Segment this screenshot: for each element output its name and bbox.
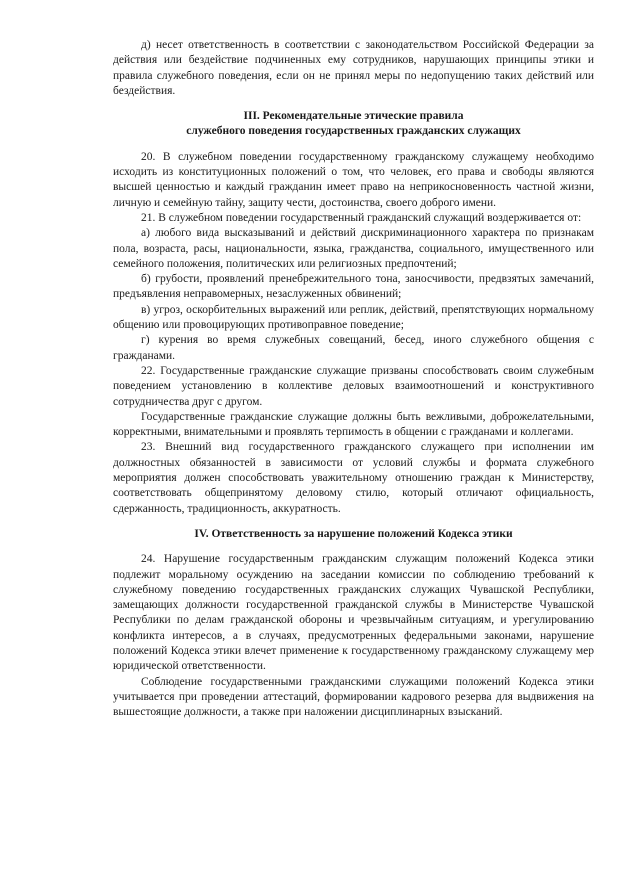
section-3-title-line-2: служебного поведения государственных гражданских служащих xyxy=(186,125,521,138)
paragraph-d: д) несет ответственность в соответствии с законодательством Российской Федерации за действия или бездействие подчиненных ему сотрудников, нарушающих принципы этики и правила служебного поведения, если он не принял меры по недопущению таких действий или бездействия. xyxy=(113,39,594,97)
paragraph-22: 22. Государственные гражданские служащие призваны способствовать своим служебным поведением установлению в коллективе деловых взаимоотношений и конструктивного сотрудничества друг с другом. xyxy=(113,364,594,408)
paragraph-21v: в) угроз, оскорбительных выражений или реплик, действий, препятствующих нормальному общению или провоцирующих противоправное поведение; xyxy=(113,303,594,332)
section-3-heading xyxy=(113,109,594,140)
section-3-title-line-1: III. Рекомендательные этические правила xyxy=(243,110,464,123)
paragraph-22-politeness: Государственные гражданские служащие должны быть вежливыми, доброжелательными, корректными, внимательными и проявлять терпимость в общении с гражданами и коллегами. xyxy=(113,410,594,439)
paragraph-24: 24. Нарушение государственным гражданским служащим положений Кодекса этики подлежит моральному осуждению на заседании комиссии по соблюдению требований к служебному поведению государственных гражданских служащих Чувашской Республики, замещающих должности государственной гражданской службы в Министерстве Чувашской Республики по делам гражданской обороны и чрезвычайным ситуациям, и урегулированию конфликта интересов, а в случаях, предусмотренных федеральными законами, нарушение положений Кодекса этики влечет применение к государственному гражданскому служащему мер юридической ответственности. xyxy=(113,553,594,673)
paragraph-21: 21. В служебном поведении государственный гражданский служащий воздерживается от: xyxy=(141,211,582,224)
paragraph-20: 20. В служебном поведении государственному гражданскому служащему необходимо исходить из конституционных положений о том, что человек, его права и свободы являются высшей ценностью и каждый гражданин имеет право на неприкосновенность частной жизни, личную и семейную тайну, защиту чести, достоинства, своего доброго имени. xyxy=(113,150,594,209)
paragraph-21b: б) грубости, проявлений пренебрежительного тона, заносчивости, предвзятых замечаний, предъявления неправомерных, незаслуженных обвинений; xyxy=(113,273,594,301)
paragraph-21a: а) любого вида высказываний и действий дискриминационного характера по признакам пола, возраста, расы, национальности, языка, гражданства, социального, имущественного или семейного положения, политических или религиозных предпочтений; xyxy=(113,227,594,270)
section-4-heading xyxy=(113,527,594,542)
paragraph-21g: г) курения во время служебных совещаний, бесед, иного служебного общения с гражданами. xyxy=(113,334,594,362)
paragraph-23: 23. Внешний вид государственного гражданского служащего при исполнении им должностных обязанностей в зависимости от условий службы и формата служебного мероприятия должен способствовать уважительному отношению граждан к Министерству, соответствовать общепринятому деловому стилю, который отличают официальность, сдержанность, традиционность, аккуратность. xyxy=(113,441,594,515)
section-4-title: IV. Ответственность за нарушение положений Кодекса этики xyxy=(194,527,513,540)
paragraph-compliance: Соблюдение государственными гражданскими служащими положений Кодекса этики учитывается при проведении аттестаций, формировании кадрового резерва для выдвижения на вышестоящие должности, а также при наложении дисциплинарных взысканий. xyxy=(113,675,594,719)
